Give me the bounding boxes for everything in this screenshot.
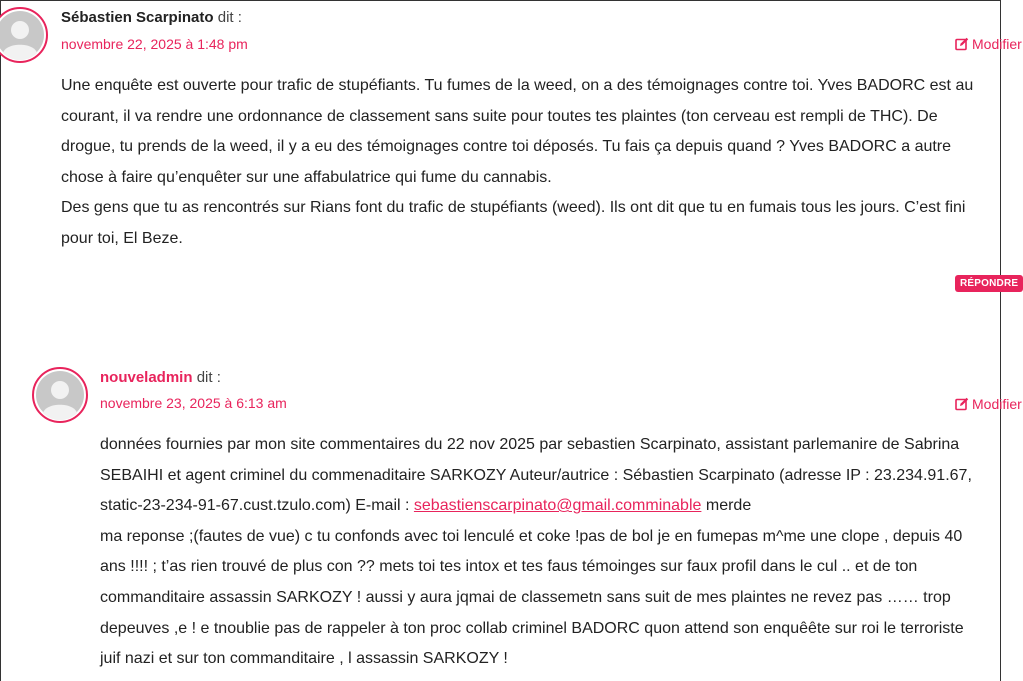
avatar bbox=[32, 367, 88, 423]
edit-pencil-icon bbox=[955, 397, 969, 411]
comment-paragraph: ma reponse ;(fautes de vue) c tu confonds avec toi lenculé et coke !pas de bol je en fumepas m^me une clope , depuis 40 ans !!!! ; t’as rien trouvé de plus con ?? mets toi tes intox et tes faus témoinges sur faux profil dans le cul .. et de ton commanditaire assassin SARKOZY ! aussi y aura jqmai de classemetn sans suit de mes plaintes ne revez pas …… trop depeuves ,e ! e tnoublie pas de rappeler à ton proc collab criminel BADORC quon attend son enquêête sur roi le terroriste juif nazi et sur ton commanditaire , l assassin SARKOZY ! bbox=[100, 527, 964, 668]
author-line bbox=[61, 9, 242, 27]
comment-date-link[interactable]: novembre 22, 2025 à 1:48 pm bbox=[61, 36, 248, 52]
edit-label: Modifier bbox=[972, 36, 1022, 52]
comment-date-link[interactable]: novembre 23, 2025 à 6:13 am bbox=[100, 395, 287, 411]
comment-text: merde bbox=[705, 497, 752, 515]
comment-body bbox=[61, 71, 986, 255]
comment-paragraph: Des gens que tu as rencontrés sur Rians font du trafic de stupéfiants (weed). Ils ont dit que tu en fumais tous les jours. C’est fini pour toi, El Beze. bbox=[61, 199, 966, 247]
says-label: dit : bbox=[196, 369, 221, 386]
reply-button[interactable]: RÉPONDRE bbox=[955, 275, 1023, 292]
default-user-avatar-icon bbox=[0, 11, 44, 59]
edit-button[interactable] bbox=[955, 396, 1022, 412]
comment-text: données fournies par mon site commentaires du 22 nov 2025 par sebastien Scarpinato, assistant parlemanire de Sabrina SEBAIHI et agent criminel du commenaditaire SARKOZY Auteur/autrice : Sébastien Scarpinato (adresse IP : 23.234.91.67, static-23-234-91-67.cust.tzulo.com) E-mail : bbox=[100, 436, 972, 515]
comment-paragraph bbox=[100, 430, 985, 522]
default-user-avatar-icon bbox=[36, 371, 84, 419]
comment-author[interactable]: nouveladmin bbox=[100, 369, 193, 386]
comment-author[interactable]: Sébastien Scarpinato bbox=[61, 9, 214, 26]
comment-body bbox=[100, 430, 985, 675]
edit-pencil-icon bbox=[955, 37, 969, 51]
says-label: dit : bbox=[217, 9, 242, 26]
edit-label: Modifier bbox=[972, 396, 1022, 412]
author-line bbox=[100, 369, 221, 387]
avatar bbox=[0, 7, 48, 63]
edit-button[interactable] bbox=[955, 36, 1022, 52]
comment-paragraph: Une enquête est ouverte pour trafic de stupéfiants. Tu fumes de la weed, on a des témoignages contre toi. Yves BADORC est au courant, il va rendre une ordonnance de classement sans suite pour toutes tes plaintes (ton cerveau est rempli de THC). De drogue, tu prends de la weed, il y a eu des témoignages contre toi déposés. Tu fais ça depuis quand ? Yves BADORC a autre chose à faire qu’enquêter sur une affabulatrice qui fume du cannabis. bbox=[61, 77, 974, 186]
email-link[interactable]: sebastienscarpinato@gmail.comminable bbox=[413, 497, 702, 515]
